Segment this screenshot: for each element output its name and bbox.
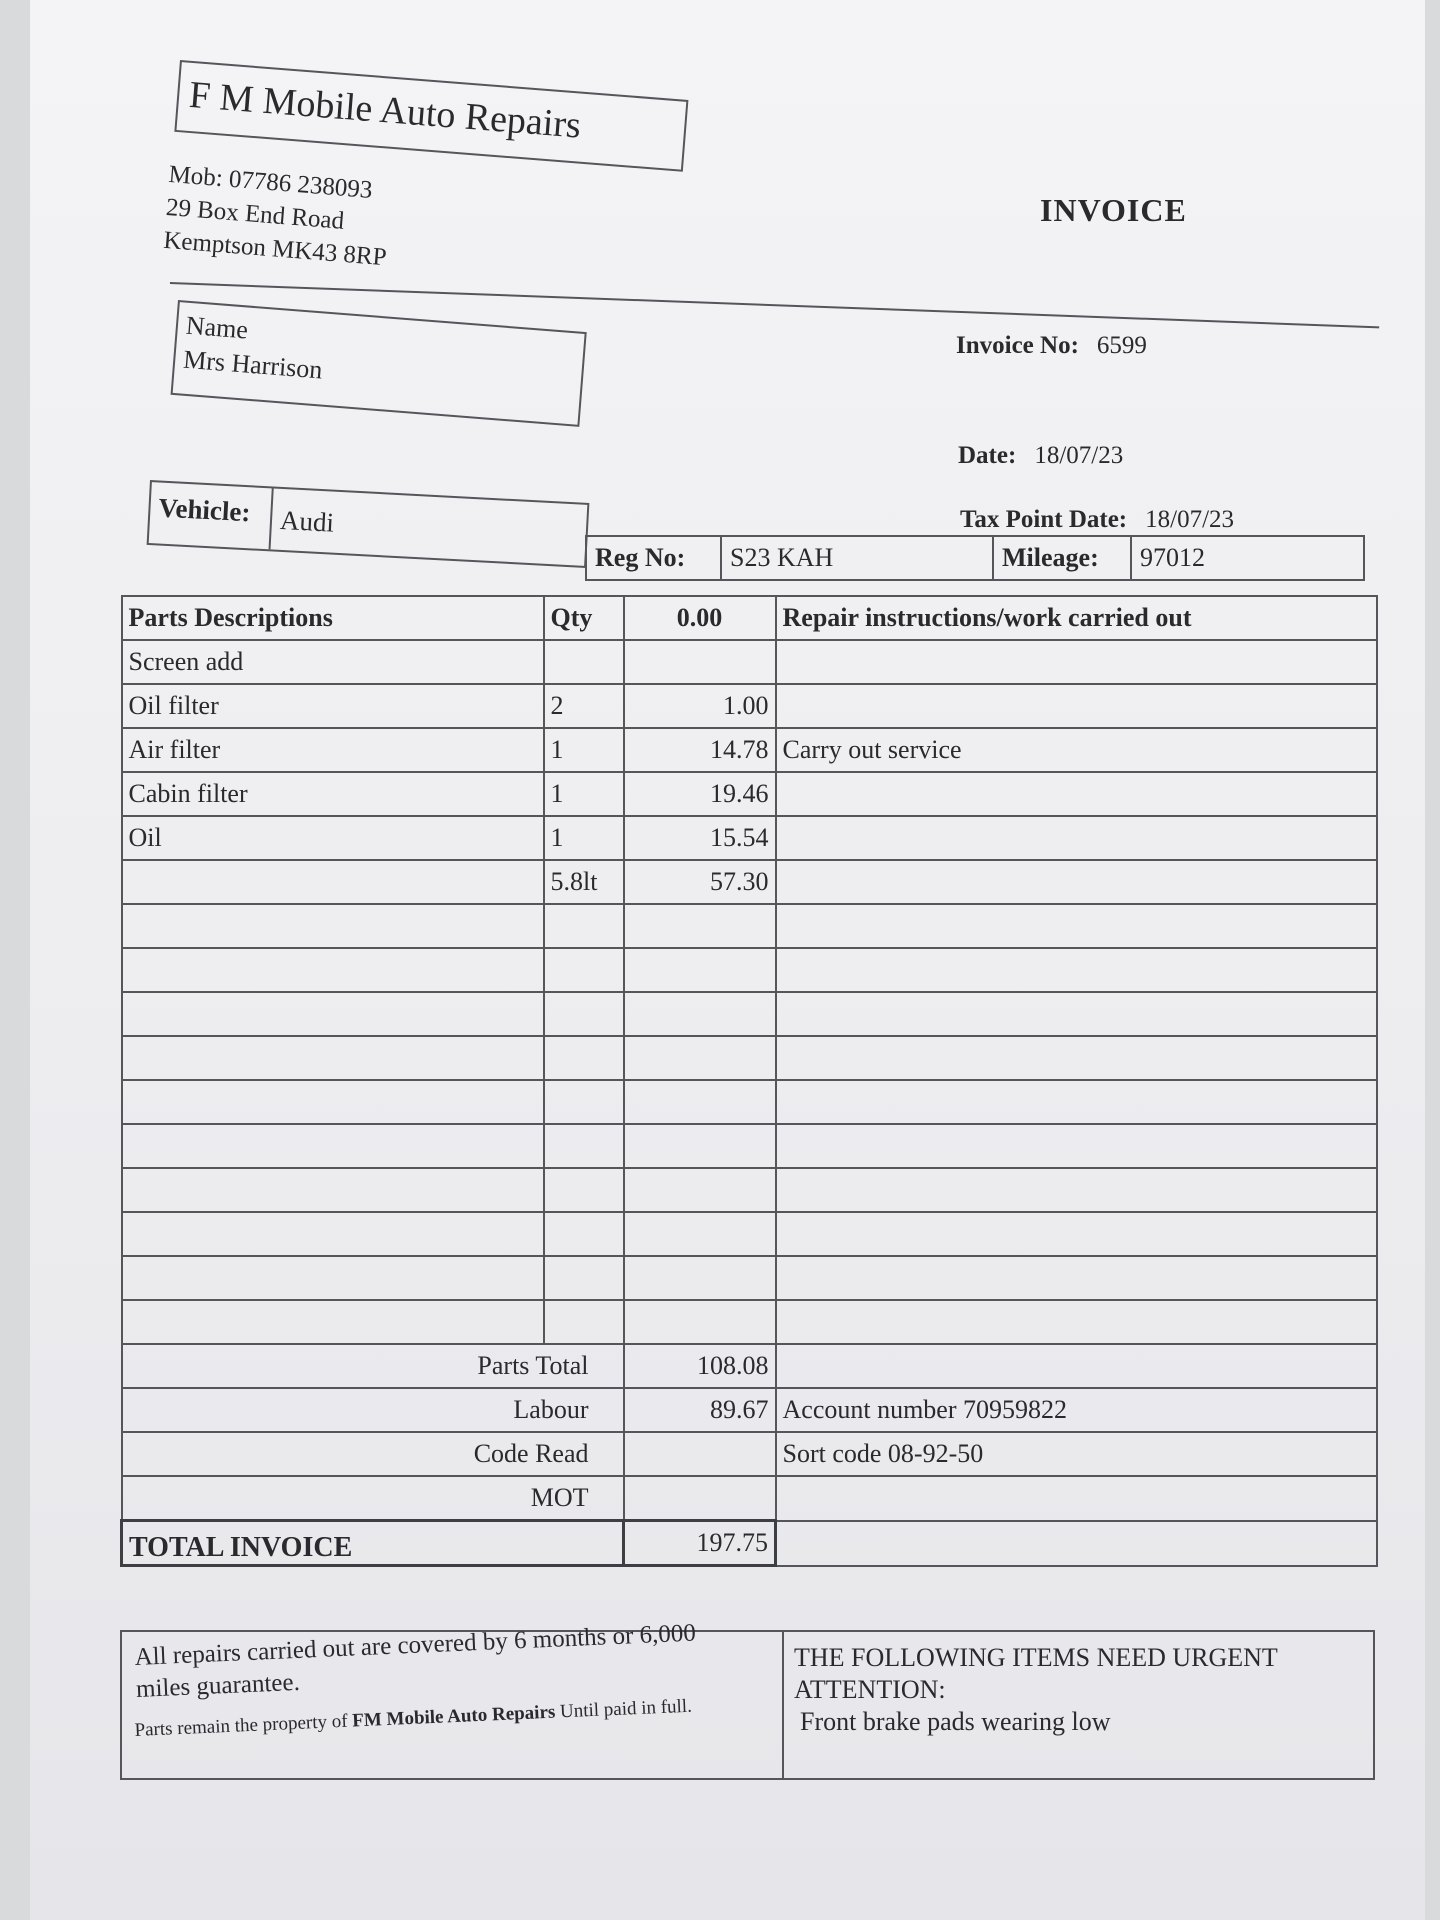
customer-name-box <box>171 300 587 427</box>
labour-row <box>122 1388 1377 1432</box>
account-number: Account number 70959822 <box>776 1388 1377 1432</box>
row-price <box>624 1124 776 1168</box>
row-price <box>624 1080 776 1124</box>
row-part <box>122 1036 544 1080</box>
row-qty <box>544 904 624 948</box>
row-work <box>776 1212 1377 1256</box>
total-invoice-label: TOTAL INVOICE <box>122 1521 624 1566</box>
mileage-label: Mileage: <box>992 537 1132 579</box>
tax-point-date-label: Tax Point Date: <box>960 506 1128 533</box>
company-contact <box>162 158 393 274</box>
total-invoice-value: 197.75 <box>624 1521 776 1566</box>
row-qty <box>544 1300 624 1344</box>
invoice-date-label: Date: <box>958 442 1017 469</box>
invoice-number <box>956 332 1147 360</box>
invoice-number-label: Invoice No: <box>956 332 1079 359</box>
customer-name: Mrs Harrison <box>182 344 324 385</box>
row-qty <box>544 640 624 684</box>
row-work <box>776 948 1377 992</box>
row-qty <box>544 948 624 992</box>
row-part <box>122 860 544 904</box>
row-price <box>624 904 776 948</box>
table-row <box>122 772 1377 816</box>
invoice-sheet <box>30 0 1425 1920</box>
company-name: F M Mobile Auto Repairs <box>187 73 583 147</box>
labour-label: Labour <box>122 1388 624 1432</box>
table-row <box>122 684 1377 728</box>
invoice-number-value: 6599 <box>1096 332 1147 359</box>
reg-value: S23 KAH <box>730 543 834 572</box>
row-work <box>776 1300 1377 1344</box>
row-qty <box>544 1212 624 1256</box>
guarantee-text: All repairs carried out are covered by 6 months or 6,000 miles guarantee. <box>134 1619 697 1703</box>
qty-header: Qty <box>544 596 624 640</box>
table-row <box>122 1080 1377 1124</box>
invoice-date-value: 18/07/23 <box>1034 442 1124 469</box>
row-price <box>624 1036 776 1080</box>
vehicle-label: Vehicle: <box>157 492 252 528</box>
row-qty: 1 <box>544 728 624 772</box>
row-part: Screen add <box>122 640 544 684</box>
row-work: Carry out service <box>776 728 1377 772</box>
table-row <box>122 728 1377 772</box>
parts-total-note <box>776 1344 1377 1388</box>
row-part <box>122 992 544 1036</box>
row-work <box>776 640 1377 684</box>
row-price <box>624 1256 776 1300</box>
parts-total-value: 108.08 <box>624 1344 776 1388</box>
table-row <box>122 992 1377 1036</box>
table-row <box>122 904 1377 948</box>
company-address-line1: 29 Box End Road <box>165 193 346 235</box>
invoice-table <box>120 595 1375 1567</box>
row-work <box>776 904 1377 948</box>
invoice-date <box>958 442 1123 470</box>
code-read-label: Code Read <box>122 1432 624 1476</box>
row-part <box>122 1212 544 1256</box>
row-work <box>776 816 1377 860</box>
reg-mileage-row <box>585 535 1365 581</box>
price-header: 0.00 <box>624 596 776 640</box>
row-qty: 1 <box>544 816 624 860</box>
row-price: 57.30 <box>624 860 776 904</box>
row-qty <box>544 1124 624 1168</box>
row-price <box>624 948 776 992</box>
notes-box <box>120 1619 1375 1780</box>
row-qty: 1 <box>544 772 624 816</box>
mot-row <box>122 1476 1377 1521</box>
row-qty <box>544 1080 624 1124</box>
vehicle-box <box>147 480 590 568</box>
row-part: Air filter <box>122 728 544 772</box>
row-price: 1.00 <box>624 684 776 728</box>
mot-note <box>776 1476 1377 1521</box>
row-part <box>122 1300 544 1344</box>
row-work <box>776 772 1377 816</box>
company-name-box <box>174 60 688 172</box>
table-row <box>122 1168 1377 1212</box>
table-header-row <box>122 596 1377 640</box>
table-row <box>122 948 1377 992</box>
parts-total-row <box>122 1344 1377 1388</box>
row-part: Oil <box>122 816 544 860</box>
table-row <box>122 816 1377 860</box>
row-work <box>776 992 1377 1036</box>
customer-name-label: Name <box>184 310 250 345</box>
parts-header: Parts Descriptions <box>122 596 544 640</box>
row-price <box>624 1212 776 1256</box>
company-mobile: Mob: 07786 238093 <box>167 160 374 204</box>
row-qty <box>544 1256 624 1300</box>
row-work <box>776 860 1377 904</box>
code-read-row <box>122 1432 1377 1476</box>
tax-point-date <box>960 506 1234 534</box>
labour-value: 89.67 <box>624 1388 776 1432</box>
row-qty <box>544 992 624 1036</box>
property-note-suffix: Until paid in full. <box>554 1695 693 1723</box>
row-price: 19.46 <box>624 772 776 816</box>
sort-code: Sort code 08-92-50 <box>776 1432 1377 1476</box>
repair-header: Repair instructions/work carried out <box>776 596 1377 640</box>
row-part <box>122 1256 544 1300</box>
vehicle-value: Audi <box>279 504 335 538</box>
invoice-title: INVOICE <box>1040 192 1187 228</box>
row-qty: 2 <box>544 684 624 728</box>
urgent-heading: THE FOLLOWING ITEMS NEED URGENT ATTENTION: <box>794 1643 1278 1704</box>
row-price <box>624 1300 776 1344</box>
table-row <box>122 1124 1377 1168</box>
total-invoice-row <box>122 1521 1377 1566</box>
table-row <box>122 860 1377 904</box>
urgent-item: Front brake pads wearing low <box>800 1707 1111 1736</box>
row-work <box>776 684 1377 728</box>
row-work <box>776 1256 1377 1300</box>
urgent-attention <box>794 1642 1354 1738</box>
mot-value <box>624 1476 776 1521</box>
total-invoice-note <box>776 1521 1377 1566</box>
tax-point-date-value: 18/07/23 <box>1145 506 1235 533</box>
vehicle-divider <box>269 488 274 549</box>
table-row <box>122 1036 1377 1080</box>
row-work <box>776 1080 1377 1124</box>
mot-label: MOT <box>122 1476 624 1521</box>
notes-divider <box>782 1632 784 1778</box>
mileage-value: 97012 <box>1140 543 1205 572</box>
code-read-value <box>624 1432 776 1476</box>
row-price: 14.78 <box>624 728 776 772</box>
row-qty <box>544 1036 624 1080</box>
row-work <box>776 1168 1377 1212</box>
row-work <box>776 1124 1377 1168</box>
row-part: Oil filter <box>122 684 544 728</box>
row-work <box>776 1036 1377 1080</box>
row-part: Cabin filter <box>122 772 544 816</box>
table-row <box>122 1300 1377 1344</box>
property-note-company: FM Mobile Auto Repairs <box>351 1701 556 1732</box>
row-qty: 5.8lt <box>544 860 624 904</box>
row-price: 15.54 <box>624 816 776 860</box>
reg-label: Reg No: <box>587 537 722 579</box>
table-row <box>122 1212 1377 1256</box>
row-price <box>624 1168 776 1212</box>
row-part <box>122 1168 544 1212</box>
property-note-prefix: Parts remain the property of <box>134 1710 353 1741</box>
parts-total-label: Parts Total <box>122 1344 624 1388</box>
row-part <box>122 948 544 992</box>
row-price <box>624 640 776 684</box>
company-address-line2: Kemptson MK43 8RP <box>162 226 388 272</box>
table-row <box>122 640 1377 684</box>
table-row <box>122 1256 1377 1300</box>
row-qty <box>544 1168 624 1212</box>
row-price <box>624 992 776 1036</box>
row-part <box>122 904 544 948</box>
row-part <box>122 1124 544 1168</box>
row-part <box>122 1080 544 1124</box>
